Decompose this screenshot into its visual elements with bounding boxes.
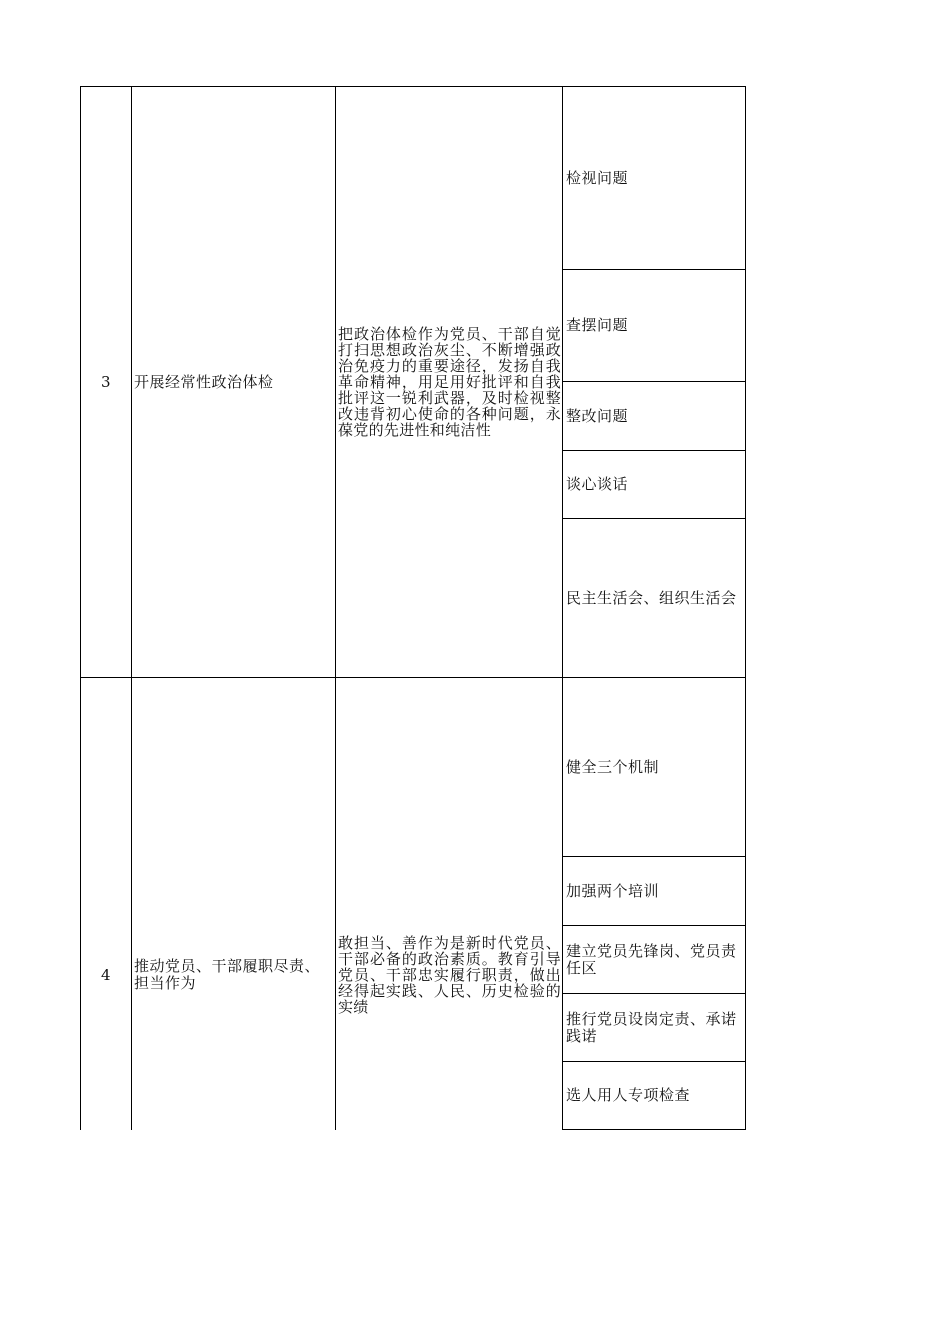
table-col-line-4: [562, 86, 563, 1130]
table-col-line-2: [131, 86, 132, 1130]
item-cell: 民主生活会、组织生活会: [566, 588, 737, 607]
table-col-line-5: [745, 86, 746, 1130]
row-description-text: 把政治体检作为党员、干部自觉打扫思想政治灰尘、不断增强政治免疫力的重要途径，发扬自我革命精神，用足用好批评和自我批评这一锐利武器，及时检视整改违背初心使命的各种问题，永葆党的先进性和纯洁性: [338, 325, 561, 439]
row-title-text: 推动党员、干部履职尽责、担当作为: [134, 957, 321, 992]
item-cell: 推行党员设岗定责、承诺践诺: [566, 1009, 737, 1045]
item-cell: 检视问题: [566, 168, 629, 187]
item-cell: 谈心谈话: [566, 475, 629, 493]
row-number: 4: [100, 965, 112, 984]
row-number: 3: [100, 372, 112, 391]
item-cell: 健全三个机制: [566, 757, 660, 776]
item-divider: [562, 1129, 746, 1130]
row-title: [134, 678, 334, 1272]
item-cell: 选人用人专项检查: [566, 1086, 691, 1104]
row-description: [338, 678, 561, 1272]
item-cell: 建立党员先锋岗、党员责任区: [566, 941, 737, 977]
row-description-text: 敢担当、善作为是新时代党员、干部必备的政治素质。教育引导党员、干部忠实履行职责，做出经得起实践、人民、历史检验的实绩: [338, 934, 561, 1016]
table-col-line-3: [335, 86, 336, 1130]
item-cell: 查摆问题: [566, 316, 629, 334]
item-cell: 加强两个培训: [566, 881, 660, 900]
row-description: [338, 87, 561, 677]
row-title: 开展经常性政治体检: [134, 372, 274, 391]
item-cell: 整改问题: [566, 406, 629, 425]
